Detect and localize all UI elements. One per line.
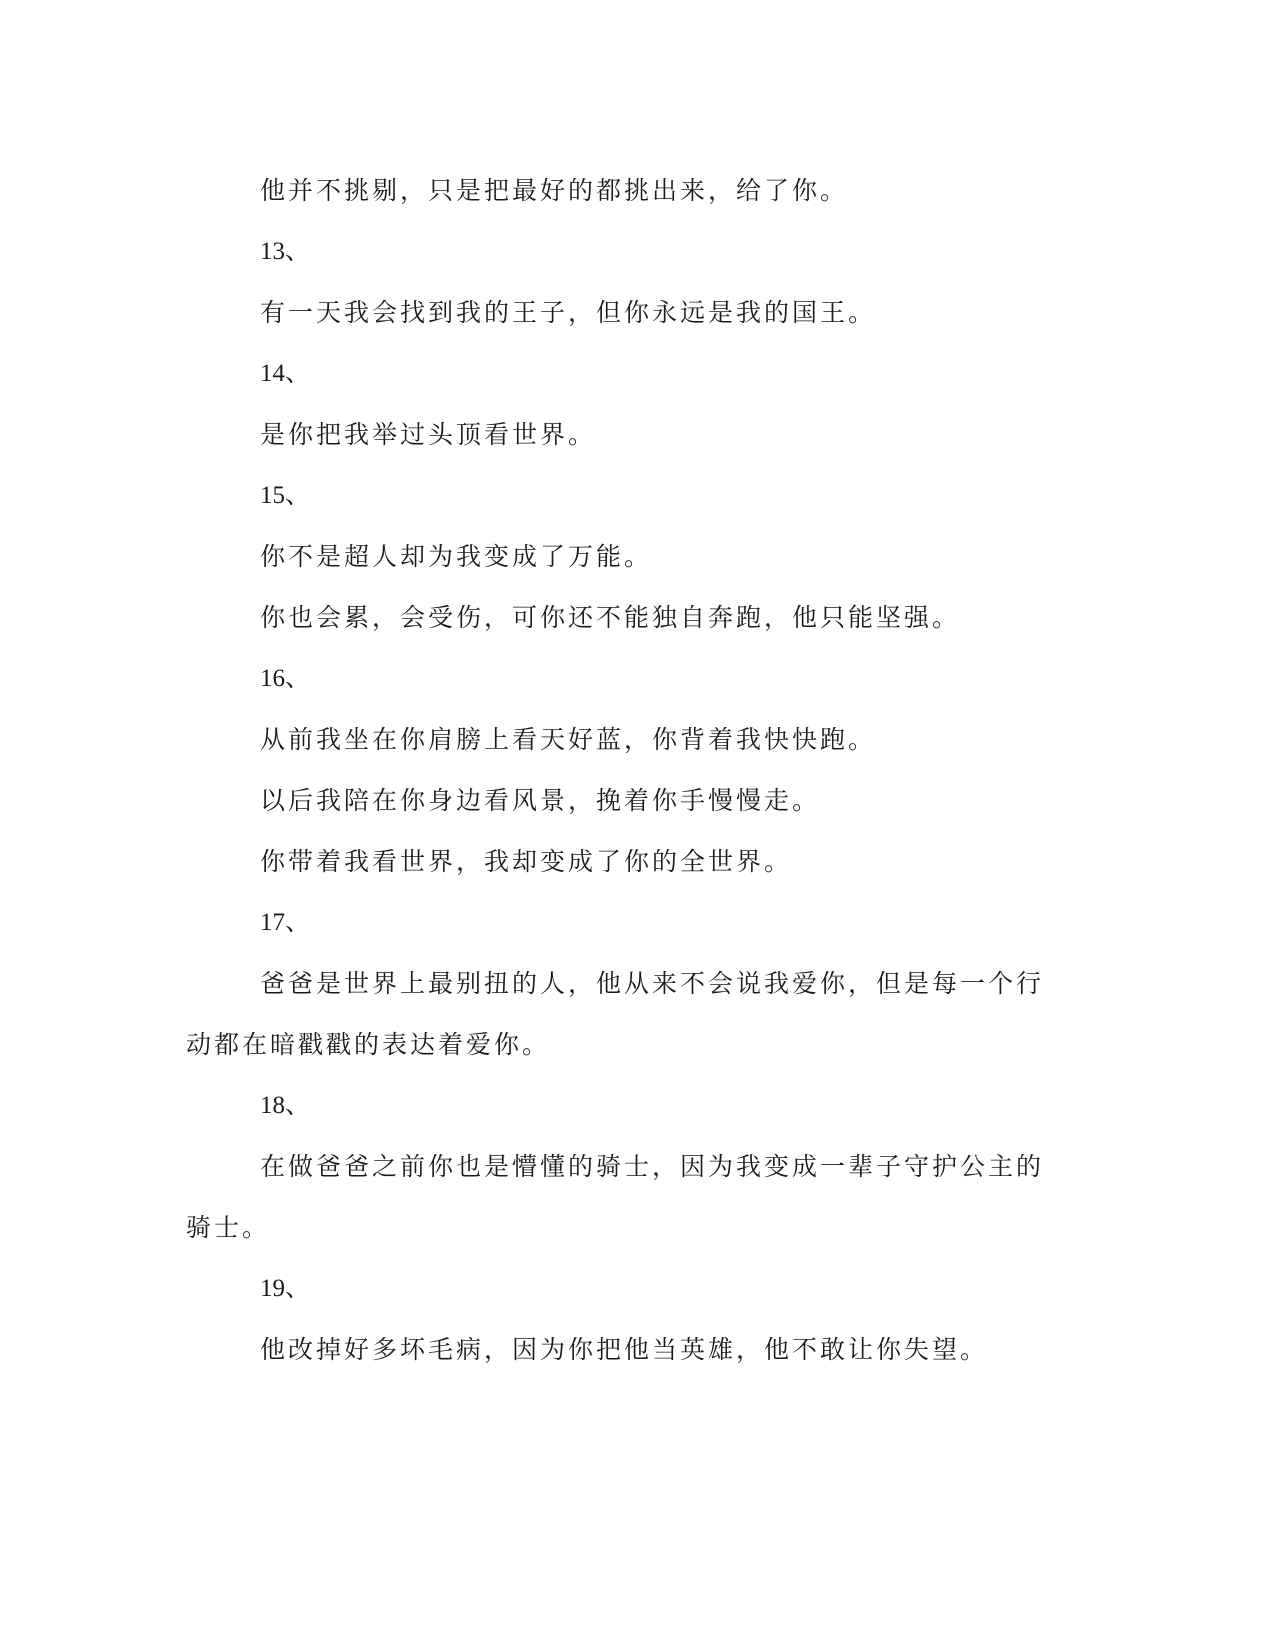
item-number-17: 17、 — [260, 909, 311, 936]
item-number-19: 19、 — [260, 1275, 311, 1302]
text-line: 他改掉好多坏毛病，因为你把他当英雄，他不敢让你失望。 — [260, 1335, 989, 1364]
text-line: 你不是超人却为我变成了万能。 — [260, 542, 653, 571]
text-line: 以后我陪在你身边看风景，挽着你手慢慢走。 — [260, 786, 821, 815]
paragraph: 在做爸爸之前你也是懵懂的骑士，因为我变成一辈子守护公主的骑士。 — [186, 1152, 1045, 1242]
text-line: 他并不挑剔，只是把最好的都挑出来，给了你。 — [260, 176, 849, 205]
item-number-18: 18、 — [260, 1092, 311, 1119]
item-number-15: 15、 — [260, 482, 311, 509]
item-number-16: 16、 — [260, 665, 311, 692]
text-line: 你带着我看世界，我却变成了你的全世界。 — [260, 847, 793, 876]
paragraph: 爸爸是世界上最别扭的人，他从来不会说我爱你，但是每一个行动都在暗戳戳的表达着爱你。 — [186, 969, 1045, 1059]
text-line: 有一天我会找到我的王子，但你永远是我的国王。 — [260, 298, 877, 327]
item-number-13: 13、 — [260, 238, 311, 265]
document-body — [186, 160, 1066, 1380]
text-line: 从前我坐在你肩膀上看天好蓝，你背着我快快跑。 — [260, 725, 877, 754]
text-line: 你也会累，会受伤，可你还不能独自奔跑，他只能坚强。 — [260, 603, 961, 632]
item-number-14: 14、 — [260, 360, 311, 387]
text-line: 是你把我举过头顶看世界。 — [260, 420, 597, 449]
